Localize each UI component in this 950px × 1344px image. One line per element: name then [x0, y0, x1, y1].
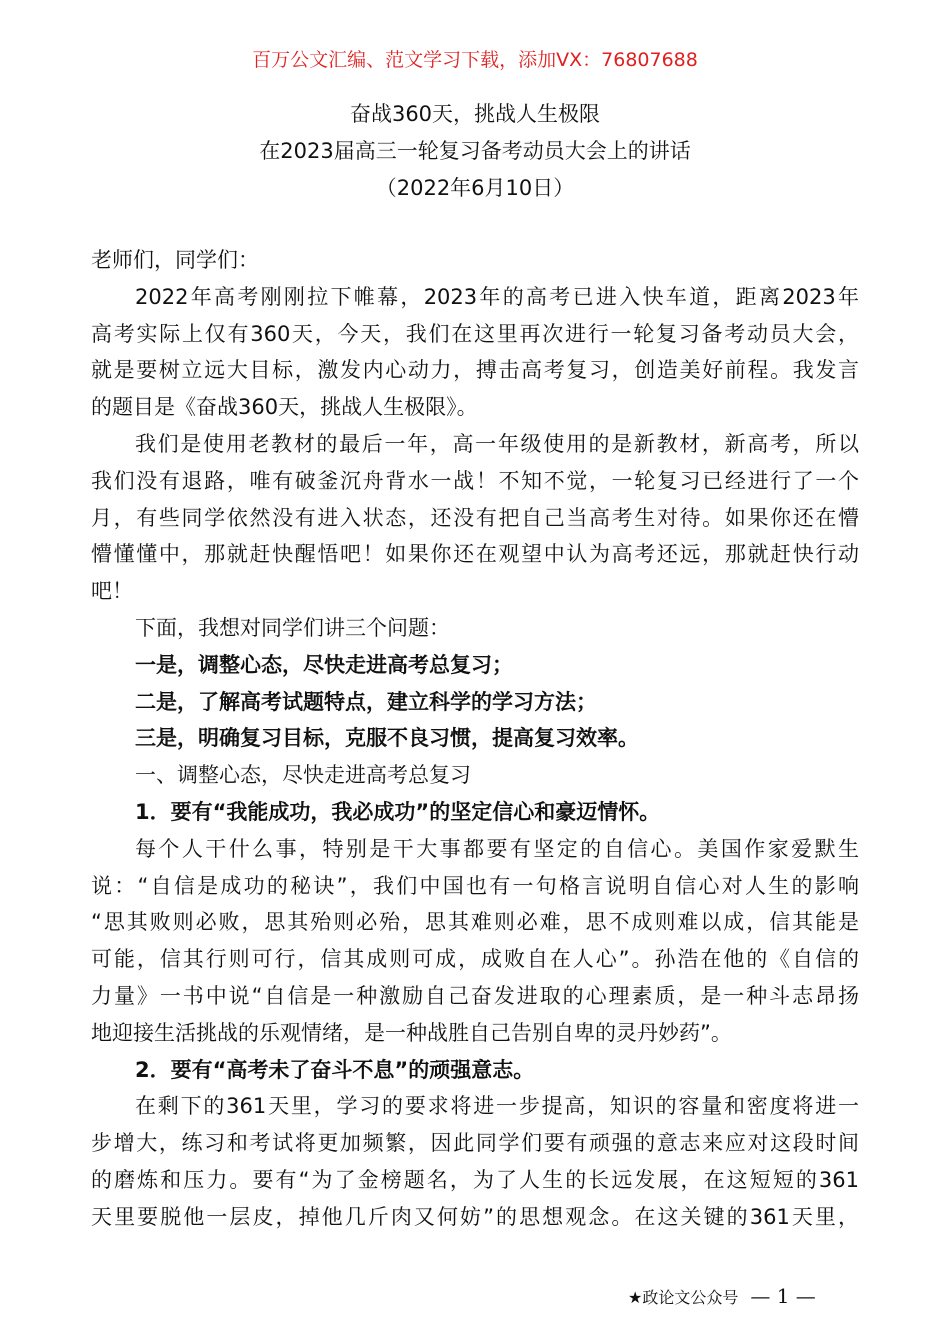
text-line: 地迎接生活挑战的乐观情绪，是一种战胜自己告别自卑的灵丹妙药”。: [91, 1020, 732, 1045]
document-subtitle: 在2023届高三一轮复习备考动员大会上的讲话: [259, 139, 691, 163]
text-line: 老师们，同学们：: [91, 248, 259, 272]
text-line: 我们没有退路，唯有破釜沉舟背水一战！不知不觉，一轮复习已经进行了一个: [91, 468, 859, 493]
document-body: [91, 242, 859, 1236]
text-line: 的题目是《奋战360天，挑战人生极限》。: [91, 395, 478, 420]
text-line: 在剩下的361天里，学习的要求将进一步提高，知识的容量和密度将进一: [135, 1094, 859, 1119]
text-line: 就是要树立远大目标，激发内心动力，搏击高考复习，创造美好前程。我发言: [91, 358, 859, 383]
text-line: 2．要有“高考未了奋斗不息”的顽强意志。: [135, 1057, 535, 1082]
text-line: 可能，信其行则可行，信其成则可成，成败自在人心”。孙浩在他的《自信的: [91, 947, 859, 972]
document-date: （2022年6月10日）: [375, 176, 575, 200]
watermark-banner: 百万公文汇编、范文学习下载，添加VX：76807688: [252, 49, 698, 71]
text-line: 一是，调整心态，尽快走进高考总复习；: [135, 652, 513, 677]
text-line: 2022年高考刚刚拉下帷幕，2023年的高考已进入快车道，距离2023年: [135, 284, 859, 309]
text-line: 下面，我想对同学们讲三个问题：: [135, 615, 450, 640]
text-line: 1．要有“我能成功，我必成功”的坚定信心和豪迈情怀。: [135, 799, 661, 824]
text-line: 每个人干什么事，特别是干大事都要有坚定的自信心。美国作家爱默生: [135, 836, 859, 861]
text-line: 力量》一书中说“自信是一种激励自己奋发进取的心理素质，是一种斗志昂扬: [91, 983, 859, 1008]
page-footer: [628, 1284, 816, 1308]
text-line: 说：“自信是成功的秘诀”，我们中国也有一句格言说明自信心对人生的影响: [91, 873, 859, 898]
text-line: 懵懂懂中，那就赶快醒悟吧！如果你还在观望中认为高考还远，那就赶快行动: [91, 542, 859, 567]
footer-source: ★政论文公众号: [628, 1287, 739, 1307]
text-line: 一、调整心态，尽快走进高考总复习: [135, 763, 471, 788]
text-line: 天里要脱他一层皮，掉他几斤肉又何妨”的思想观念。在这关键的361天里，: [91, 1204, 859, 1229]
document-title: 奋战360天，挑战人生极限: [349, 102, 601, 126]
text-line: 二是，了解高考试题特点，建立科学的学习方法；: [135, 689, 597, 714]
text-line: 我们是使用老教材的最后一年，高一年级使用的是新教材，新高考，所以: [135, 431, 859, 456]
text-line: “思其败则必败，思其殆则必殆，思其难则必难，思不成则难以成，信其能是: [91, 910, 859, 935]
page-number: — 1 —: [750, 1284, 816, 1308]
text-line: 步增大，练习和考试将更加频繁，因此同学们要有顽强的意志来应对这段时间: [91, 1131, 859, 1156]
text-line: 吧！: [91, 579, 133, 604]
text-line: 月，有些同学依然没有进入状态，还没有把自己当高考生对待。如果你还在懵: [91, 505, 859, 530]
text-line: 的磨炼和压力。要有“为了金榜题名，为了人生的长远发展，在这短短的361: [91, 1167, 859, 1192]
text-line: 三是，明确复习目标，克服不良习惯，提高复习效率。: [135, 726, 639, 751]
text-line: 高考实际上仅有360天，今天，我们在这里再次进行一轮复习备考动员大会，: [91, 321, 859, 346]
